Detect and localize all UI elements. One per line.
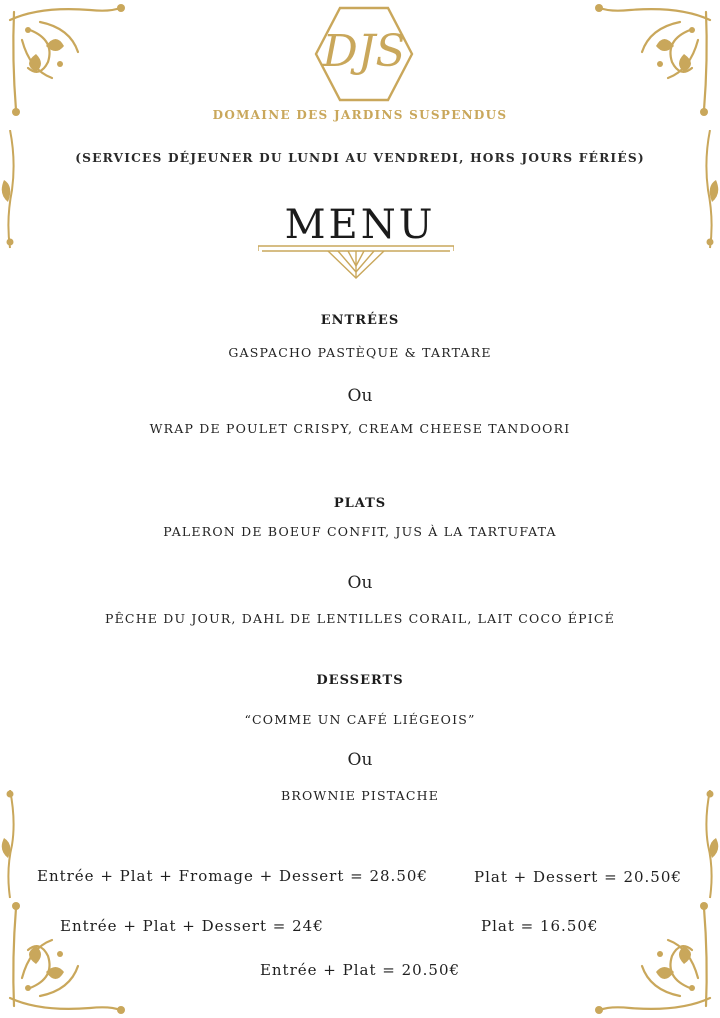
price-formula-entree-plat-fromage-dessert: Entrée + Plat + Fromage + Dessert = 28.50€ bbox=[37, 867, 428, 885]
price-formula-plat: Plat = 16.50€ bbox=[481, 917, 599, 935]
dessert-separator: Ou bbox=[347, 750, 373, 770]
hexagon-monogram-logo-icon bbox=[310, 4, 418, 104]
logo-monogram-text: DJS bbox=[322, 26, 406, 77]
entree-option-1: GASPACHO PASTÈQUE & TARTARE bbox=[228, 345, 492, 360]
plat-option-1: PALERON DE BOEUF CONFIT, JUS À LA TARTUFATA bbox=[163, 524, 557, 539]
price-formula-entree-plat: Entrée + Plat = 20.50€ bbox=[259, 961, 461, 979]
dessert-option-2: BROWNIE PISTACHE bbox=[280, 788, 440, 803]
price-formula-entree-plat-dessert: Entrée + Plat + Dessert = 24€ bbox=[60, 917, 324, 935]
service-hours-subtitle: (SERVICES DÉJEUNER DU LUNDI AU VENDREDI, HORS JOURS FÉRIÉS) bbox=[75, 151, 645, 165]
brand-name: DOMAINE DES JARDINS SUSPENDUS bbox=[212, 108, 508, 122]
section-title-desserts: DESSERTS bbox=[316, 673, 404, 688]
side-flourish-right-lower-icon bbox=[700, 790, 720, 900]
plat-separator: Ou bbox=[347, 573, 373, 593]
section-title-plats: PLATS bbox=[333, 496, 387, 511]
art-deco-fan-ornament-icon bbox=[258, 242, 454, 282]
corner-ornament-bottom-left-icon bbox=[0, 888, 130, 1018]
entree-separator: Ou bbox=[347, 386, 373, 406]
price-formula-plat-dessert: Plat + Dessert = 20.50€ bbox=[474, 868, 682, 886]
section-title-entrees: ENTRÉES bbox=[320, 313, 400, 328]
dessert-option-1: “COMME UN CAFÉ LIÉGEOIS” bbox=[244, 712, 476, 727]
entree-option-2: WRAP DE POULET CRISPY, CREAM CHEESE TANDOORI bbox=[149, 421, 571, 436]
corner-ornament-bottom-right-icon bbox=[590, 888, 720, 1018]
plat-option-2: PÊCHE DU JOUR, DAHL DE LENTILLES CORAIL, LAIT COCO ÉPICÉ bbox=[105, 611, 615, 626]
side-flourish-left-lower-icon bbox=[0, 790, 20, 900]
menu-title: MENU bbox=[284, 202, 436, 248]
